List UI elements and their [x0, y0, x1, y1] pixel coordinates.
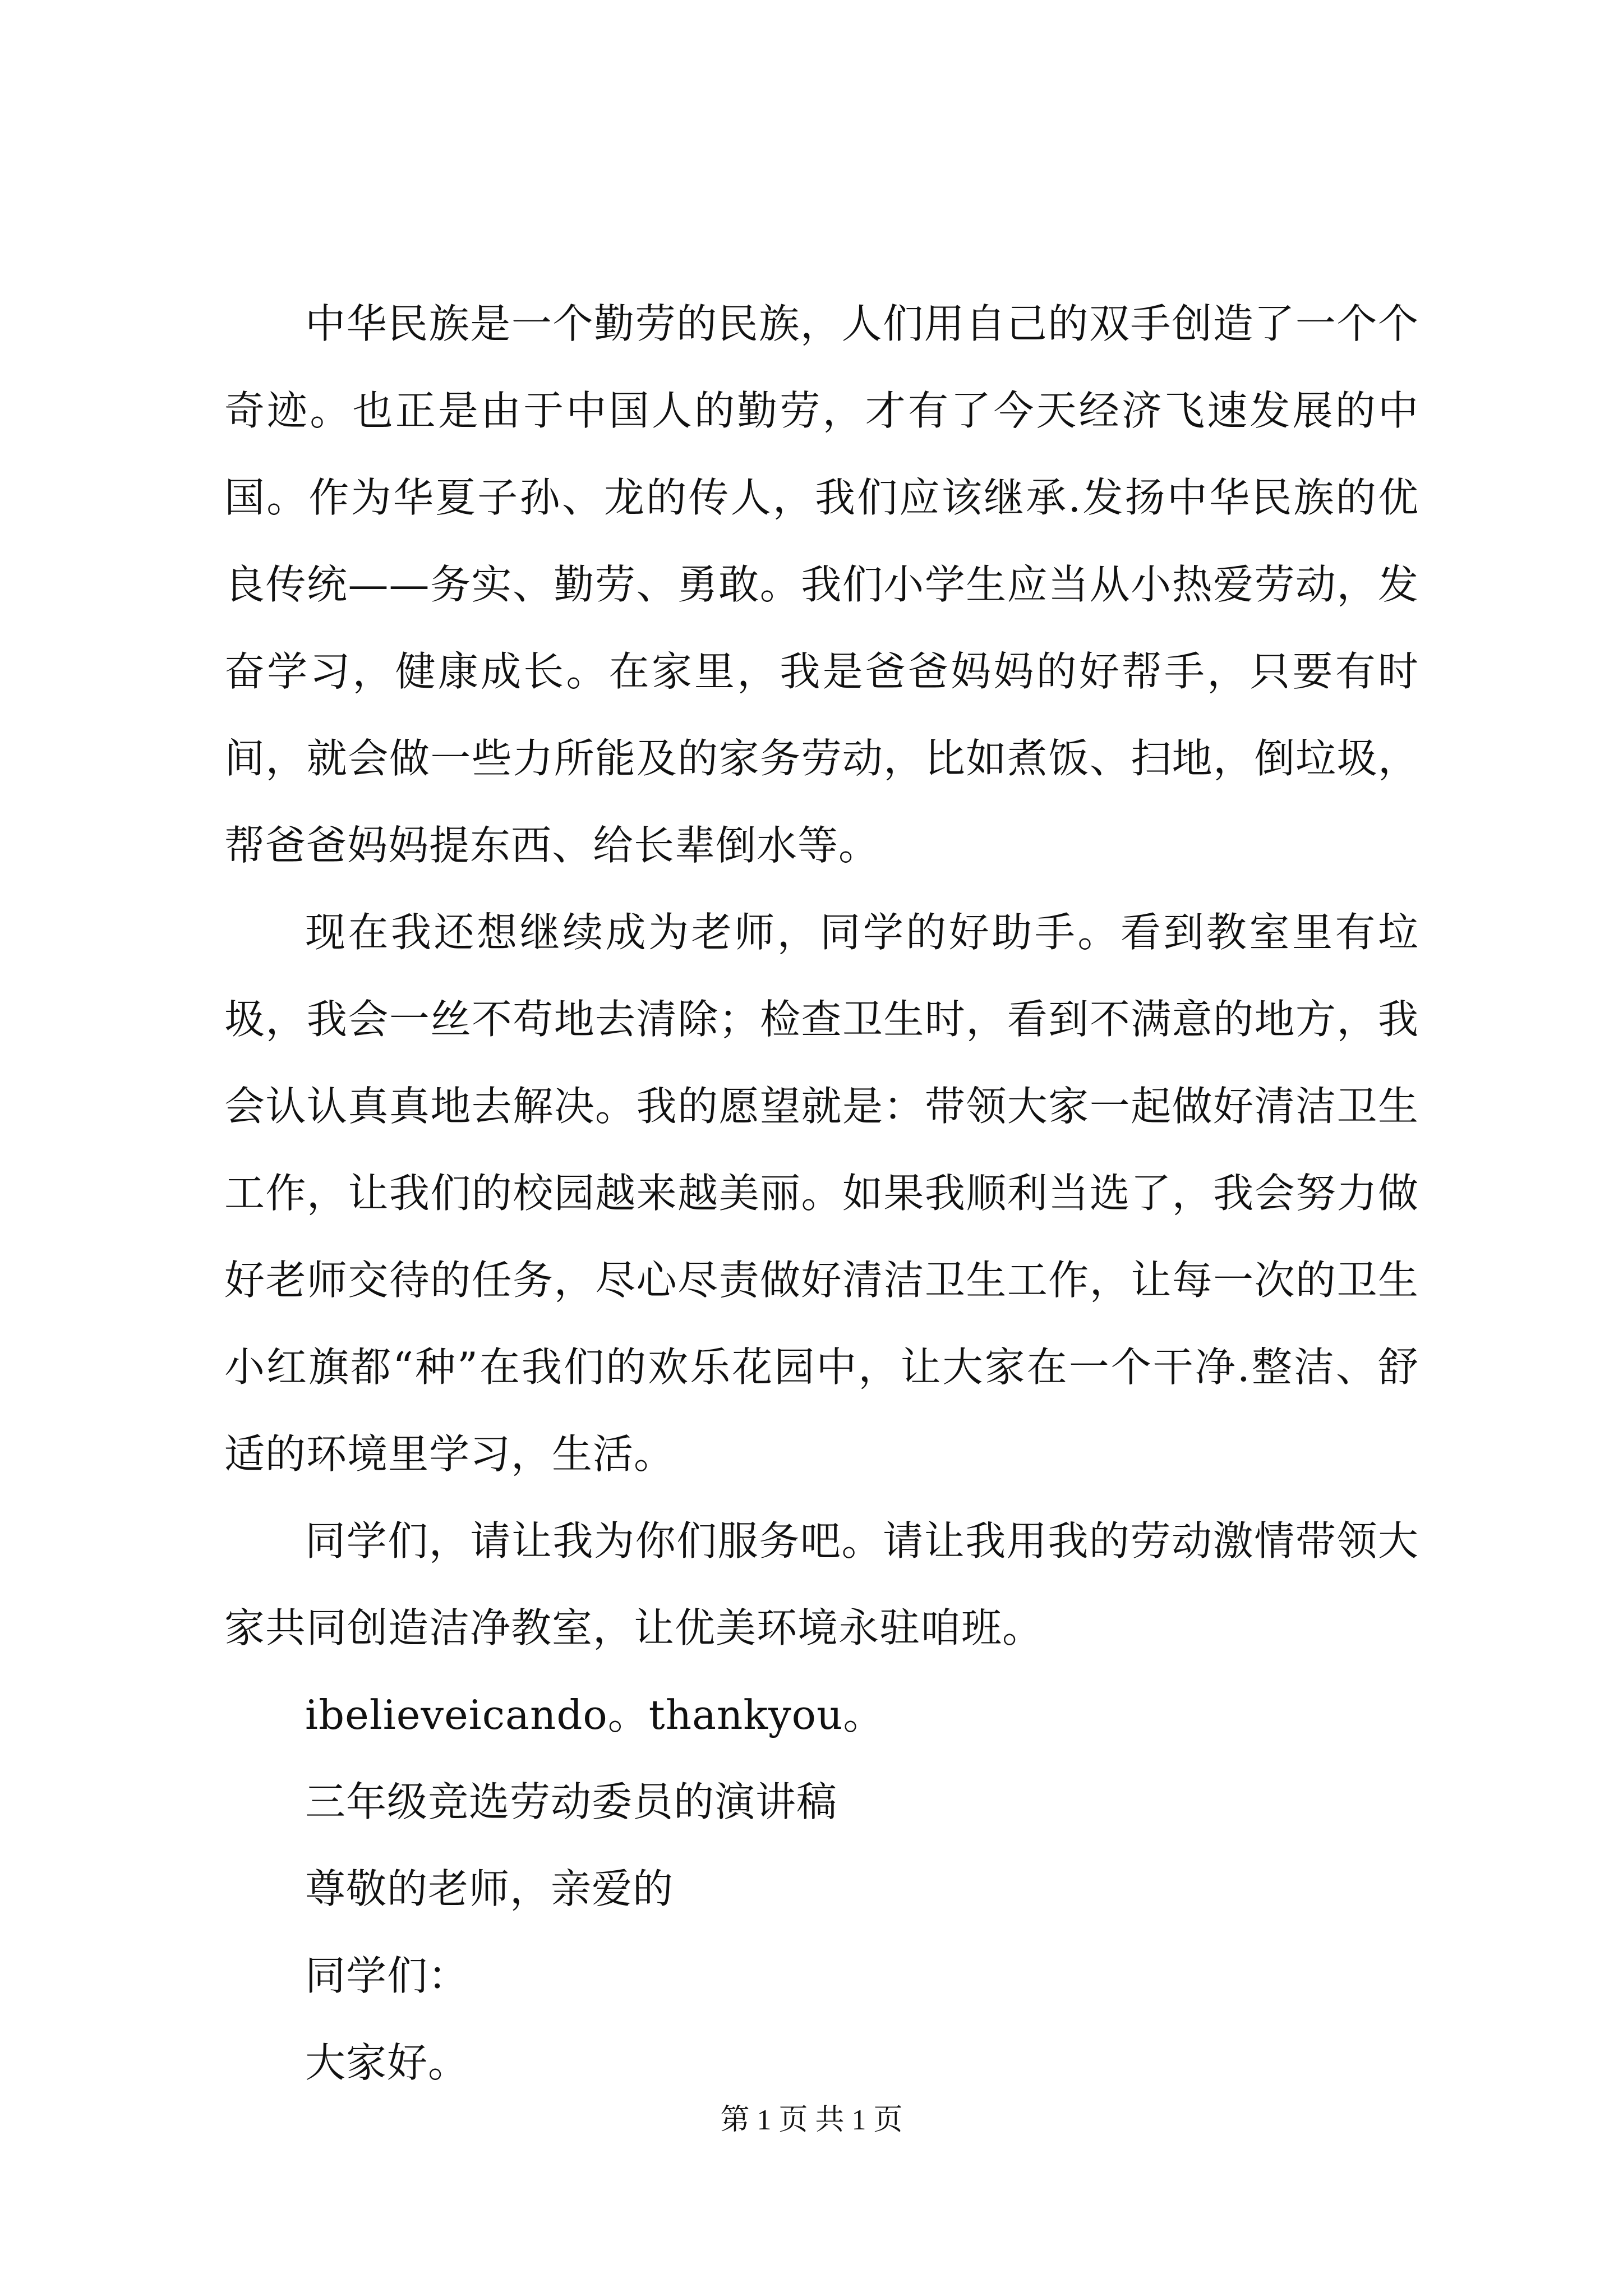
- paragraph-class-helper: 现在我还想继续成为老师，同学的好助手。看到教室里有垃圾，我会一丝不苟地去清除；检查卫生时，看到不满意的地方，我会认认真真地去解决。我的愿望就是：带领大家一起做好清洁卫生工作，让我们的校园越来越美丽。如果我顺利当选了，我会努力做好老师交待的任务，尽心尽责做好清洁卫生工作，让每一次的卫生小红旗都“种”在我们的欢乐花园中，让大家在一个干净.整洁、舒适的环境里学习，生活。: [224, 909, 1419, 1478]
- speech-title: 三年级竞选劳动委员的演讲稿: [305, 1778, 838, 1825]
- page-number-footer: 第 1 页 共 1 页: [720, 2104, 903, 2136]
- paragraph-labor-virtue: 中华民族是一个勤劳的民族，人们用自己的双手创造了一个个奇迹。也正是由于中国人的勤劳，才有了今天经济飞速发展的中国。作为华夏子孙、龙的传人，我们应该继承.发扬中华民族的优良传统——务实、勤劳、勇敢。我们小学生应当从小热爱劳动，发奋学习，健康成长。在家里，我是爸爸妈妈的好帮手，只要有时间，就会做一些力所能及的家务劳动，比如煮饭、扫地，倒垃圾，帮爸爸妈妈提东西、给长辈倒水等。: [224, 300, 1419, 869]
- salutation-classmates: 同学们：: [305, 1952, 469, 1999]
- document-body: [224, 280, 1419, 2106]
- closing-line: ibelieveicando。thankyou。: [305, 1691, 884, 1738]
- paragraph-appeal: 同学们，请让我为你们服务吧。请让我用我的劳动激情带领大家共同创造洁净教室，让优美环境永驻咱班。: [224, 1517, 1419, 1651]
- salutation-teachers: 尊敬的老师，亲爱的: [305, 1865, 674, 1912]
- greeting: 大家好。: [305, 2039, 469, 2086]
